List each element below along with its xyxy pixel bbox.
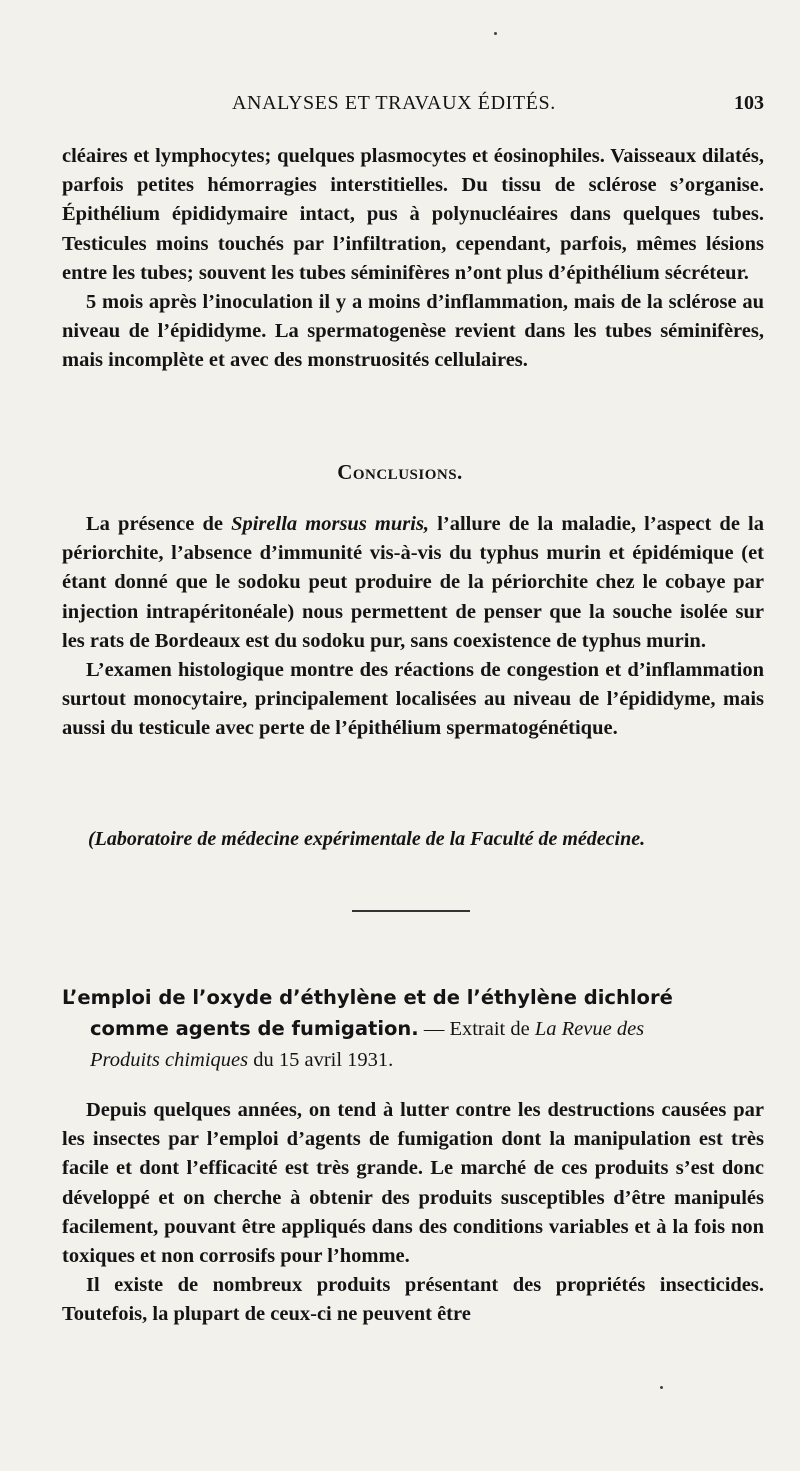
laboratory-credit: (Laboratoire de médecine expérimentale de la Faculté de médecine.: [88, 828, 646, 850]
journal-name: La Revue des: [534, 1018, 645, 1040]
article-title-line: [62, 1013, 764, 1045]
paragraph: Il existe de nombreux produits présentant des propriétés insecticides. Toutefois, la plupart de ceux-ci ne peuvent être: [62, 1274, 764, 1326]
article-title-line: L’emploi de l’oxyde d’éthylène et de l’éthylène dichloré: [62, 986, 673, 1009]
conclusions-text-block: [62, 510, 764, 744]
running-title: ANALYSES ET TRAVAUX ÉDITÉS.: [232, 92, 556, 114]
page-header: [62, 92, 764, 122]
paragraph-text: l’allure de la maladie, l’aspect de la périorchite, l’absence d’immunité vis-à-vis du typhus murin et épidémique (et étant donné que le sodoku peut produire de la périorchite chez le cobaye par injection intrapéritonéale) nous permettent de penser que la souche isolée sur les rats de Bordeaux est du sodoku pur, sans coexistence de typhus murin.: [62, 513, 764, 652]
source-date: du 15 avril 1931.: [248, 1049, 394, 1071]
section-divider: [352, 910, 470, 912]
species-name: Spirella morsus muris,: [231, 513, 430, 535]
paragraph: [62, 510, 764, 656]
dash: —: [418, 1018, 450, 1040]
section-heading-conclusions: Conclusions.: [337, 460, 463, 484]
paragraph: cléaires et lymphocytes; quelques plasmocytes et éosinophiles. Vaisseaux dilatés, parfois petites hémorragies interstitielles. Du tissu de sclérose s’organise. Épithélium épididymaire intact, pus à polynucléaires dans quelques tubes. Testicules moins touchés par l’infiltration, cependant, parfois, mêmes lésions entre les tubes; souvent les tubes séminifères n’ont plus d’épithélium sécréteur.: [62, 145, 764, 284]
article-source-line: [62, 1045, 764, 1076]
paragraph: L’examen histologique montre des réactions de congestion et d’inflammation surtout monocytaire, principalement localisées au niveau de l’épididyme, mais aussi du testicule avec perte de l’épithélium spermatogénétique.: [62, 659, 764, 740]
article-title-text: comme agents de fumigation.: [90, 1017, 419, 1040]
print-speck: [660, 1386, 663, 1389]
article-heading: [62, 982, 764, 1076]
print-speck: [494, 32, 497, 35]
paragraph-text: La présence de: [86, 513, 232, 535]
article-text-block: [62, 1096, 764, 1330]
journal-name: Produits chimiques: [90, 1049, 249, 1071]
page-number: 103: [734, 92, 764, 114]
continued-text-block: [62, 142, 764, 376]
source-prefix: Extrait de: [449, 1018, 535, 1040]
paragraph: Depuis quelques années, on tend à lutter contre les destructions causées par les insectes par l’emploi d’agents de fumigation dont la manipulation est très facile et dont l’efficacité est très grande. Le marché de ces produits s’est donc développé et on cherche à obtenir des produits susceptibles d’être manipulés facilement, pouvant être appliqués dans des conditions variables et à la fois non toxiques et non corrosifs pour l’homme.: [62, 1099, 764, 1268]
paragraph: 5 mois après l’inoculation il y a moins d’inflammation, mais de la sclérose au niveau de l’épididyme. La spermatogenèse revient dans les tubes séminifères, mais incomplète et avec des monstruosités cellulaires.: [62, 291, 764, 372]
